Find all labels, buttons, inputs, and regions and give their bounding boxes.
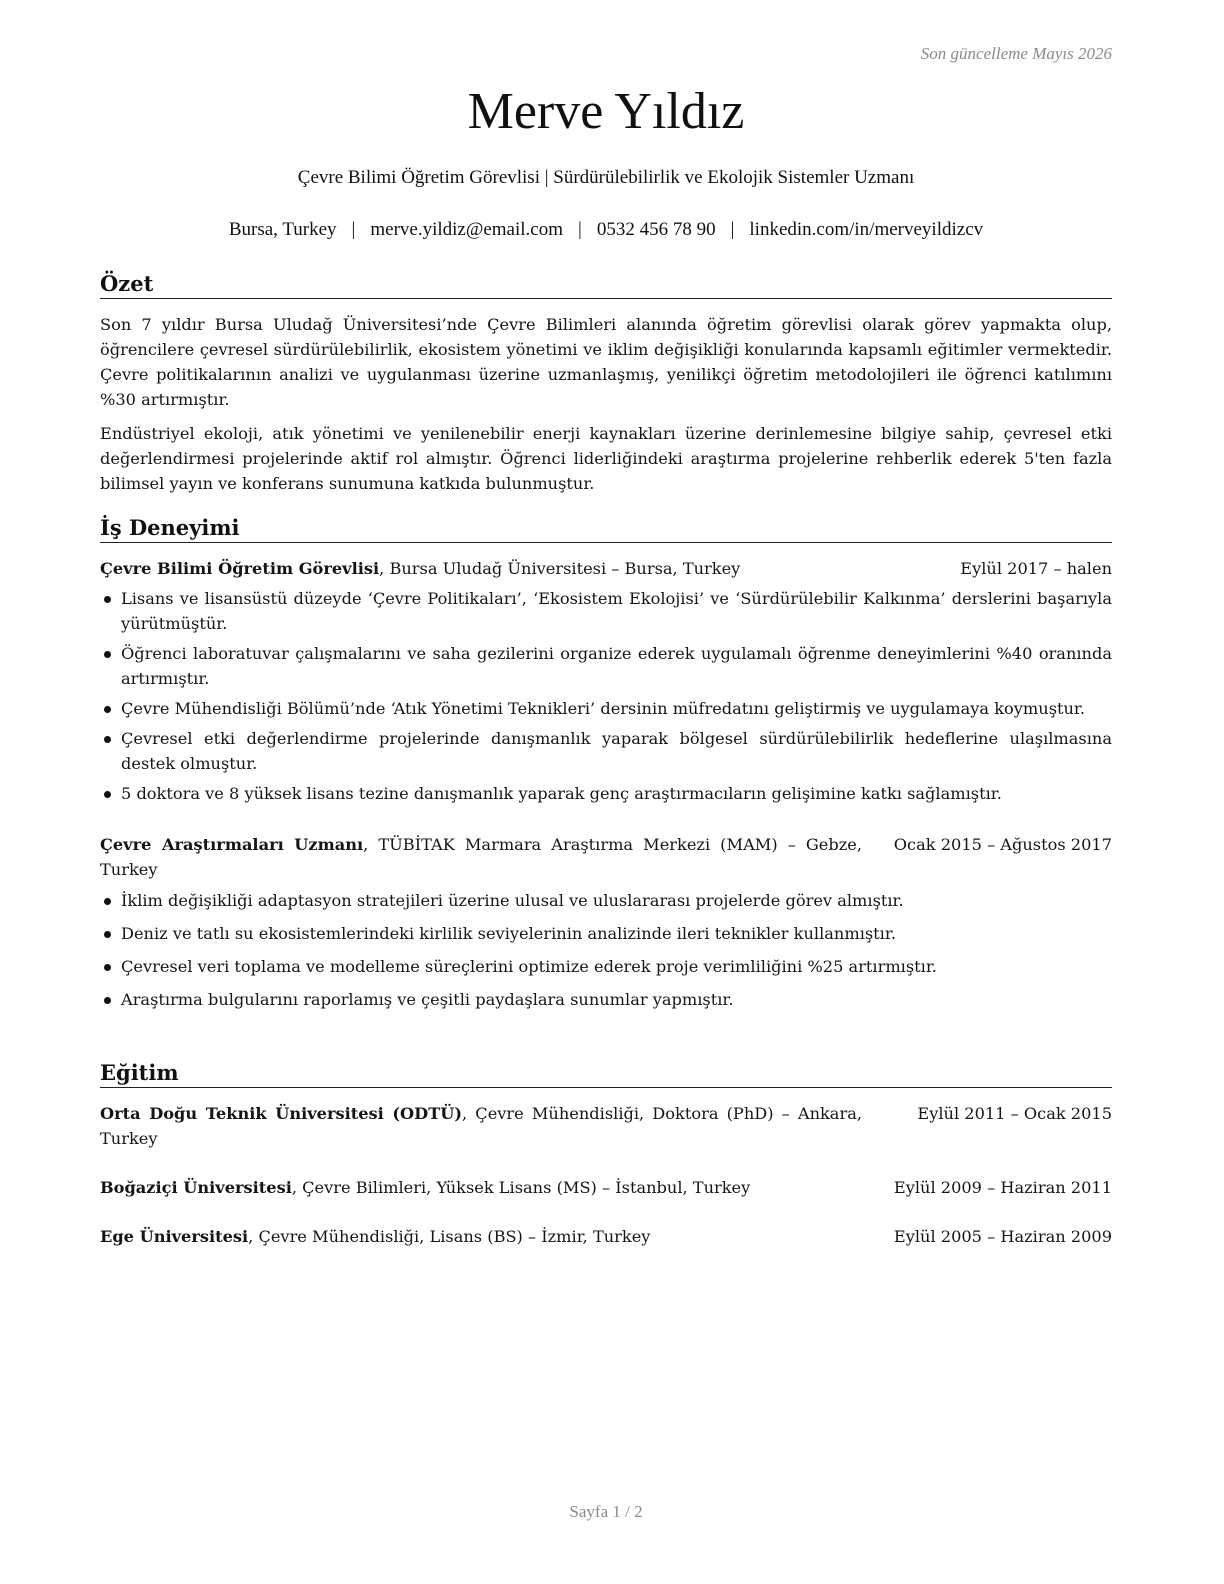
education-school: Boğaziçi Üniversitesi — [100, 1178, 292, 1197]
list-item — [100, 586, 1112, 636]
contact-line — [100, 219, 1112, 241]
bullet-icon — [104, 791, 111, 798]
job-header — [100, 556, 1112, 581]
contact-separator: | — [351, 219, 356, 240]
job-entry — [100, 832, 1112, 1012]
education-section — [100, 1060, 1112, 1249]
list-item — [100, 726, 1112, 776]
contact-phone[interactable]: 0532 456 78 90 — [596, 219, 716, 240]
page-number: Sayfa 1 / 2 — [569, 1502, 643, 1521]
job-dates: Ocak 2015 – Ağustos 2017 — [893, 835, 1112, 854]
education-school: Orta Doğu Teknik Üniversitesi (ODTÜ) — [100, 1104, 463, 1123]
bullet-icon — [104, 964, 111, 971]
contact-separator: | — [730, 219, 735, 240]
bullet-text: Lisans ve lisansüstü düzeyde ‘Çevre Politikaları’, ‘Ekosistem Ekolojisi’ ve ‘Sürdürülebilir Kalkınma’ derslerini başarıyla yürütmüştür. — [121, 589, 1112, 633]
contact-linkedin[interactable]: linkedin.com/in/merveyildizcv — [749, 219, 984, 240]
last-updated: Son güncelleme Mayıs 2026 — [920, 44, 1112, 63]
bullet-icon — [104, 931, 111, 938]
education-entry — [100, 1101, 1112, 1151]
bullet-text: Öğrenci laboratuvar çalışmalarını ve saha gezilerini organize ederek uygulamalı öğrenme deneyimlerini %40 oranında artırmıştır. — [121, 644, 1112, 688]
education-dates: Eylül 2011 – Ocak 2015 — [917, 1104, 1112, 1123]
candidate-name: Merve Yıldız — [467, 83, 745, 140]
list-item — [100, 954, 1112, 979]
education-entry — [100, 1224, 1112, 1249]
bullet-text: Araştırma bulgularını raporlamış ve çeşitli paydaşlara sunumlar yapmıştır. — [121, 990, 734, 1009]
section-title-education: Eğitim — [100, 1060, 1112, 1088]
bullet-text: İklim değişikliği adaptasyon stratejileri üzerine ulusal ve uluslararası projelerde görev almıştır. — [121, 891, 904, 910]
education-detail: , Çevre Mühendisliği, Lisans (BS) – İzmir, Turkey — [248, 1227, 651, 1246]
summary-paragraph: Son 7 yıldır Bursa Uludağ Üniversitesi’nde Çevre Bilimleri alanında öğretim görevlisi olarak görev yapmakta olup, öğrencilere çevresel sürdürülebilirlik, ekosistem yönetimi ve iklim değişikliği konularında kapsamlı eğitimler vermektedir. Çevre politikalarının analizi ve uygulanması üzerine uzmanlaşmış, yenilikçi öğretim metodolojileri ile öğrenci katılımını %30 artırmıştır. — [100, 315, 1112, 409]
bullet-icon — [104, 596, 111, 603]
job-bullets — [100, 586, 1112, 806]
contact-separator: | — [578, 219, 582, 240]
education-detail: , Çevre Bilimleri, Yüksek Lisans (MS) – İstanbul, Turkey — [291, 1178, 751, 1197]
resume-page — [100, 0, 1112, 1584]
list-item — [100, 781, 1112, 806]
job-bullets — [100, 888, 1112, 1012]
section-title-summary: Özet — [100, 271, 1112, 299]
list-item — [100, 987, 1112, 1012]
list-item — [100, 641, 1112, 691]
bullet-icon — [104, 706, 111, 713]
bullet-text: Deniz ve tatlı su ekosistemlerindeki kirlilik seviyelerinin analizinde ileri teknikler kullanmıştır. — [121, 924, 896, 943]
education-dates: Eylül 2005 – Haziran 2009 — [893, 1227, 1112, 1246]
bullet-icon — [104, 898, 111, 905]
job-entry — [100, 556, 1112, 806]
list-item — [100, 696, 1112, 721]
summary-section — [100, 271, 1112, 496]
contact-email[interactable]: merve.yildiz@email.com — [370, 219, 564, 240]
candidate-headline: Çevre Bilimi Öğretim Görevlisi | Sürdürülebilirlik ve Ekolojik Sistemler Uzmanı — [297, 167, 915, 188]
education-dates: Eylül 2009 – Haziran 2011 — [893, 1178, 1112, 1197]
bullet-text: Çevresel veri toplama ve modelleme süreçlerini optimize ederek proje verimliliğini %25 artırmıştır. — [121, 957, 937, 976]
education-detail: , Çevre Mühendisliği, Doktora (PhD) – Ankara, Turkey — [100, 1104, 862, 1148]
contact-location: Bursa, Turkey — [228, 219, 337, 240]
job-organization: , Bursa Uludağ Üniversitesi – Bursa, Turkey — [379, 559, 741, 578]
bullet-icon — [104, 736, 111, 743]
summary-paragraph: Endüstriyel ekoloji, atık yönetimi ve yenilenebilir enerji kaynakları üzerine derinlemesine bilgiye sahip, çevresel etki değerlendirmesi projelerinde aktif rol almıştır. Öğrenci liderliğindeki araştırma projelerine rehberlik ederek 5'ten fazla bilimsel yayın ve konferans sunumuna katkıda bulunmuştur. — [100, 424, 1112, 493]
bullet-text: Çevre Mühendisliği Bölümü’nde ‘Atık Yönetimi Teknikleri’ dersinin müfredatını geliştirmiş ve uygulamaya koymuştur. — [121, 699, 1086, 718]
bullet-icon — [104, 997, 111, 1004]
job-header — [100, 832, 1112, 882]
bullet-icon — [104, 651, 111, 658]
list-item — [100, 921, 1112, 946]
education-entry — [100, 1175, 1112, 1200]
job-role: Çevre Bilimi Öğretim Görevlisi — [100, 559, 380, 578]
bullet-text: Çevresel etki değerlendirme projelerinde danışmanlık yaparak bölgesel sürdürülebilirlik hedeflerine ulaşılmasına destek olmuştur. — [121, 729, 1112, 773]
experience-section — [100, 515, 1112, 1012]
job-dates: Eylül 2017 – halen — [960, 559, 1112, 578]
list-item — [100, 888, 1112, 913]
job-role: Çevre Araştırmaları Uzmanı — [100, 835, 364, 854]
job-organization: , TÜBİTAK Marmara Araştırma Merkezi (MAM) – Gebze, Turkey — [100, 835, 862, 879]
section-title-experience: İş Deneyimi — [100, 515, 1112, 543]
bullet-text: 5 doktora ve 8 yüksek lisans tezine danışmanlık yaparak genç araştırmacıların gelişimine katkı sağlamıştır. — [121, 784, 1002, 803]
education-school: Ege Üniversitesi — [100, 1227, 249, 1246]
